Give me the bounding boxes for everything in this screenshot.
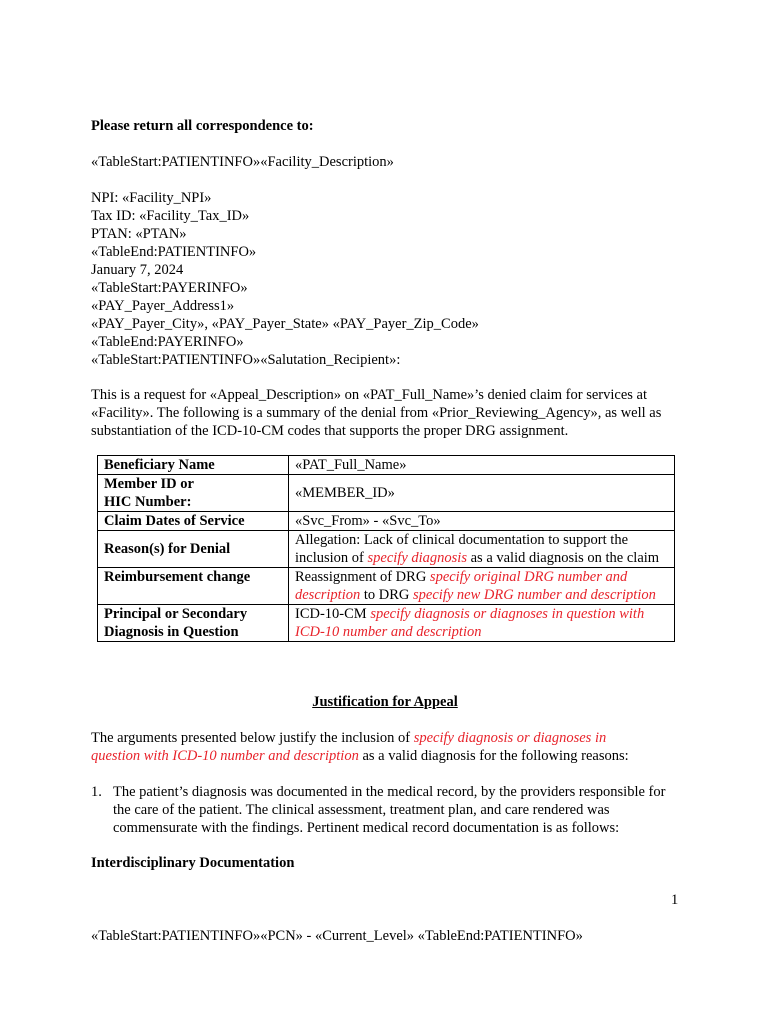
reason-text-1: Allegation: Lack of clinical documentation to support the inclusion of (295, 532, 629, 566)
list-item-number: 1. (91, 784, 102, 800)
reason-text-2: as a valid diagnosis on the claim (466, 550, 660, 566)
arguments-text-1: The arguments presented below justify the inclusion of (91, 730, 414, 746)
payer-address-line: «PAY_Payer_Address1» (91, 298, 235, 314)
table-row (98, 512, 675, 531)
arguments-text-2: as a valid diagnosis for the following reasons: (358, 748, 629, 764)
footer-line: «TableStart:PATIENTINFO»«PCN» - «Current_Level» «TableEnd:PATIENTINFO» (91, 928, 583, 944)
intro-paragraph: This is a request for «Appeal_Description» on «PAT_Full_Name»’s denied claim for services at «Facility». The following is a summary of the denial from «Prior_Reviewing_Agency», as well as substantiation of the ICD-10-CM codes that supports the proper DRG assignment. (91, 387, 662, 439)
page-number: 1 (671, 892, 679, 908)
date-line: January 7, 2024 (91, 262, 184, 278)
reason-for-denial-label: Reason(s) for Denial (98, 531, 289, 568)
return-correspondence-heading: Please return all correspondence to: (91, 118, 314, 134)
table-start-payerinfo-line: «TableStart:PAYERINFO» (91, 280, 248, 296)
reimbursement-change-value (289, 568, 675, 605)
salutation-line: «TableStart:PATIENTINFO»«Salutation_Recipient»: (91, 352, 401, 368)
table-row (98, 456, 675, 475)
diagnosis-in-question-value (289, 605, 675, 642)
arguments-paragraph (91, 729, 651, 765)
member-id-label-line1: Member ID or (104, 476, 194, 492)
denial-summary-table (97, 455, 675, 642)
member-id-value: «MEMBER_ID» (289, 475, 675, 512)
ptan-line: PTAN: «PTAN» (91, 226, 187, 242)
claim-dates-label: Claim Dates of Service (98, 512, 289, 531)
member-id-label-line2: HIC Number: (104, 494, 192, 510)
reimbursement-change-label: Reimbursement change (98, 568, 289, 605)
reimb-placeholder-new: specify new DRG number and description (413, 587, 656, 603)
table-row (98, 605, 675, 642)
beneficiary-label: Beneficiary Name (98, 456, 289, 475)
table-row (98, 568, 675, 605)
diagnosis-in-question-label: Principal or Secondary Diagnosis in Question (98, 605, 289, 642)
reimb-text-2: to DRG (360, 587, 414, 603)
arguments-placeholder: specify diagnosis or diagnoses in question with ICD-10 number and description (91, 730, 607, 764)
table-row (98, 531, 675, 568)
reason-for-denial-value (289, 531, 675, 568)
claim-dates-value: «Svc_From» - «Svc_To» (289, 512, 675, 531)
tax-id-line: Tax ID: «Facility_Tax_ID» (91, 208, 250, 224)
reimb-text-1: Reassignment of DRG (295, 569, 430, 585)
table-end-patientinfo-line: «TableEnd:PATIENTINFO» (91, 244, 257, 260)
table-row (98, 475, 675, 512)
member-id-label (98, 475, 289, 512)
reimb-placeholder-original: specify original DRG number and description (295, 569, 628, 603)
reason-placeholder: specify diagnosis (367, 550, 467, 566)
npi-line: NPI: «Facility_NPI» (91, 190, 212, 206)
interdisciplinary-heading: Interdisciplinary Documentation (91, 855, 295, 871)
diag-placeholder: specify diagnosis or diagnoses in question with ICD-10 number and description (295, 606, 645, 640)
justification-heading: Justification for Appeal (312, 694, 458, 710)
table-end-payerinfo-line: «TableEnd:PAYERINFO» (91, 334, 244, 350)
diag-text-1: ICD-10-CM (295, 606, 371, 622)
payer-city-state-zip-line: «PAY_Payer_City», «PAY_Payer_State» «PAY_Payer_Zip_Code» (91, 316, 479, 332)
beneficiary-value: «PAT_Full_Name» (289, 456, 675, 475)
facility-description-line: «TableStart:PATIENTINFO»«Facility_Description» (91, 154, 394, 170)
list-item-text: The patient’s diagnosis was documented in the medical record, by the providers responsible for the care of the patient. The clinical assessment, treatment plan, and care rendered was commensurate with the findings. Pertinent medical record documentation is as follows: (113, 784, 666, 836)
